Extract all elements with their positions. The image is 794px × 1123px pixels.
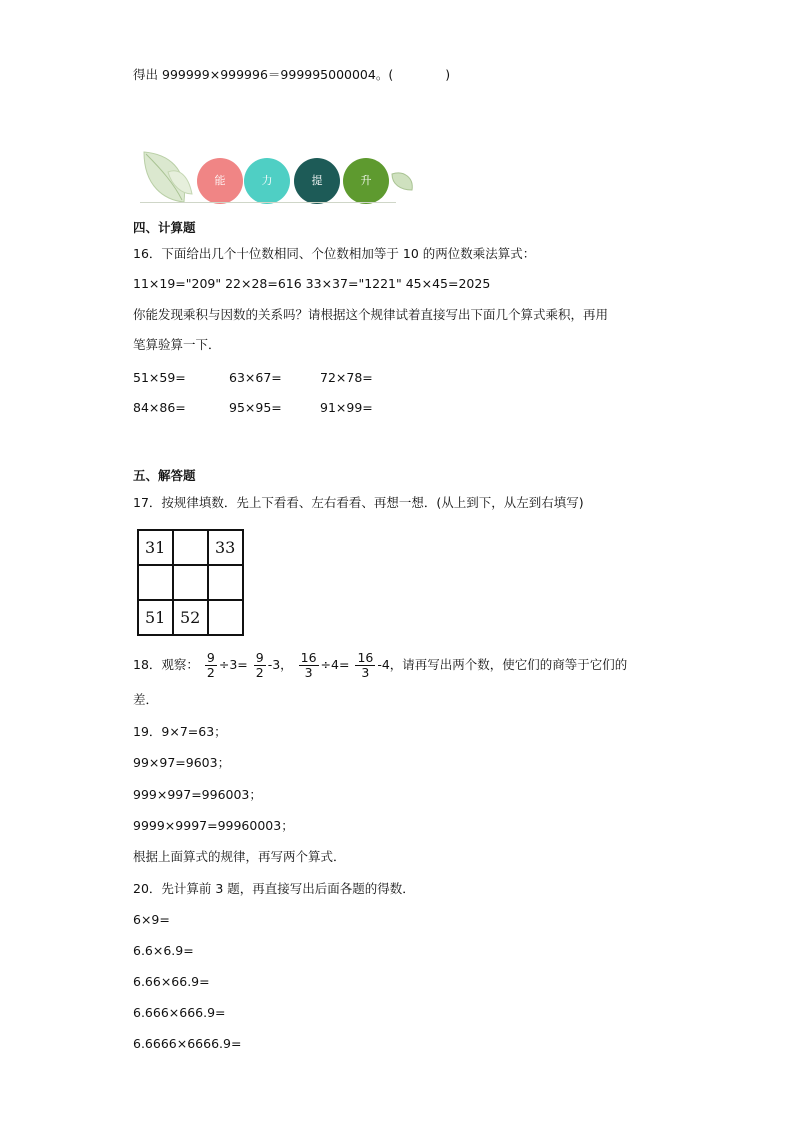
fraction-9-2: $\frac{9}{2}$: [255, 650, 264, 680]
problem-72x78[interactable]: 72×78=: [320, 370, 373, 385]
problem-95x95[interactable]: 95×95=: [229, 400, 282, 415]
number-grid: [137, 529, 244, 636]
q20-intro: 20．先计算前 3 题，再直接写出后面各题的得数．: [133, 881, 415, 896]
grid-cell[interactable]: 52: [173, 600, 208, 635]
q19-line: 99×97=9603；: [133, 755, 231, 770]
answer-paren-open: (: [388, 67, 394, 82]
q18-tail2: -4，请再写出两个数，使它们的商等于它们的: [377, 657, 628, 672]
q19-line: 19．9×7=63；: [133, 724, 227, 739]
banner-circle-2: 力: [244, 158, 290, 204]
q20-problem[interactable]: 6.6×6.9=: [133, 943, 194, 958]
problem-51x59[interactable]: 51×59=: [133, 370, 186, 385]
q19-line: 999×997=996003；: [133, 787, 262, 802]
banner-circle-4: 升: [343, 158, 389, 204]
grid-cell[interactable]: [208, 600, 243, 635]
banner-circle-1: 能: [197, 158, 243, 204]
grid-cell[interactable]: [138, 565, 173, 600]
q18-line1: [133, 651, 627, 680]
banner-baseline: [140, 202, 396, 203]
section-4-heading: 四、计算题: [133, 220, 196, 235]
q16-task-line1: 你能发现乘积与因数的关系吗？请根据这个规律试着直接写出下面几个算式乘积，再用: [133, 307, 609, 322]
q20-problem[interactable]: 6.666×666.9=: [133, 1005, 226, 1020]
banner-circle-3: 提: [294, 158, 340, 204]
fraction-16-3: $\frac{16}{3}$: [300, 650, 317, 680]
fraction-9-2: $\frac{9}{2}$: [206, 650, 215, 680]
grid-cell[interactable]: [208, 565, 243, 600]
q18-op2: ÷4=: [320, 657, 350, 672]
q19-line: 9999×9997=99960003；: [133, 818, 294, 833]
grid-cell[interactable]: 33: [208, 530, 243, 565]
problem-84x86[interactable]: 84×86=: [133, 400, 186, 415]
q18-tail1: -3，: [267, 657, 293, 672]
q18-label: 18．观察：: [133, 657, 199, 672]
q18-line2: 差．: [133, 692, 159, 707]
q16-examples: 11×19="209" 22×28=616 33×37="1221" 45×45=2025: [133, 276, 491, 291]
answer-statement: [133, 66, 450, 84]
fraction-16-3: $\frac{16}{3}$: [357, 650, 374, 680]
small-leaf-icon: [390, 170, 416, 192]
statement-equation: 999999×999996＝999995000004。: [162, 67, 389, 82]
q19-task: 根据上面算式的规律，再写两个算式．: [133, 849, 346, 864]
statement-prefix: 得出: [133, 67, 159, 82]
problem-63x67[interactable]: 63×67=: [229, 370, 282, 385]
grid-cell[interactable]: [173, 530, 208, 565]
ability-banner: [138, 150, 418, 206]
q16-intro: 16．下面给出几个十位数相同、个位数相加等于 10 的两位数乘法算式：: [133, 246, 536, 261]
grid-cell[interactable]: 31: [138, 530, 173, 565]
q18-op1: ÷3=: [218, 657, 248, 672]
q17-text: 17．按规律填数．先上下看看、左右看看、再想一想．(从上到下，从左到右填写): [133, 495, 584, 510]
leaf-icon: [138, 150, 198, 206]
q20-problem[interactable]: 6.66×66.9=: [133, 974, 210, 989]
grid-cell[interactable]: [173, 565, 208, 600]
q16-task-line2: 笔算验算一下．: [133, 337, 221, 352]
grid-cell[interactable]: 51: [138, 600, 173, 635]
q20-problem[interactable]: 6.6666×6666.9=: [133, 1036, 242, 1051]
section-5-heading: 五、解答题: [133, 468, 196, 483]
problem-91x99[interactable]: 91×99=: [320, 400, 373, 415]
q20-problem[interactable]: 6×9=: [133, 912, 170, 927]
answer-paren-close: ): [445, 67, 451, 82]
